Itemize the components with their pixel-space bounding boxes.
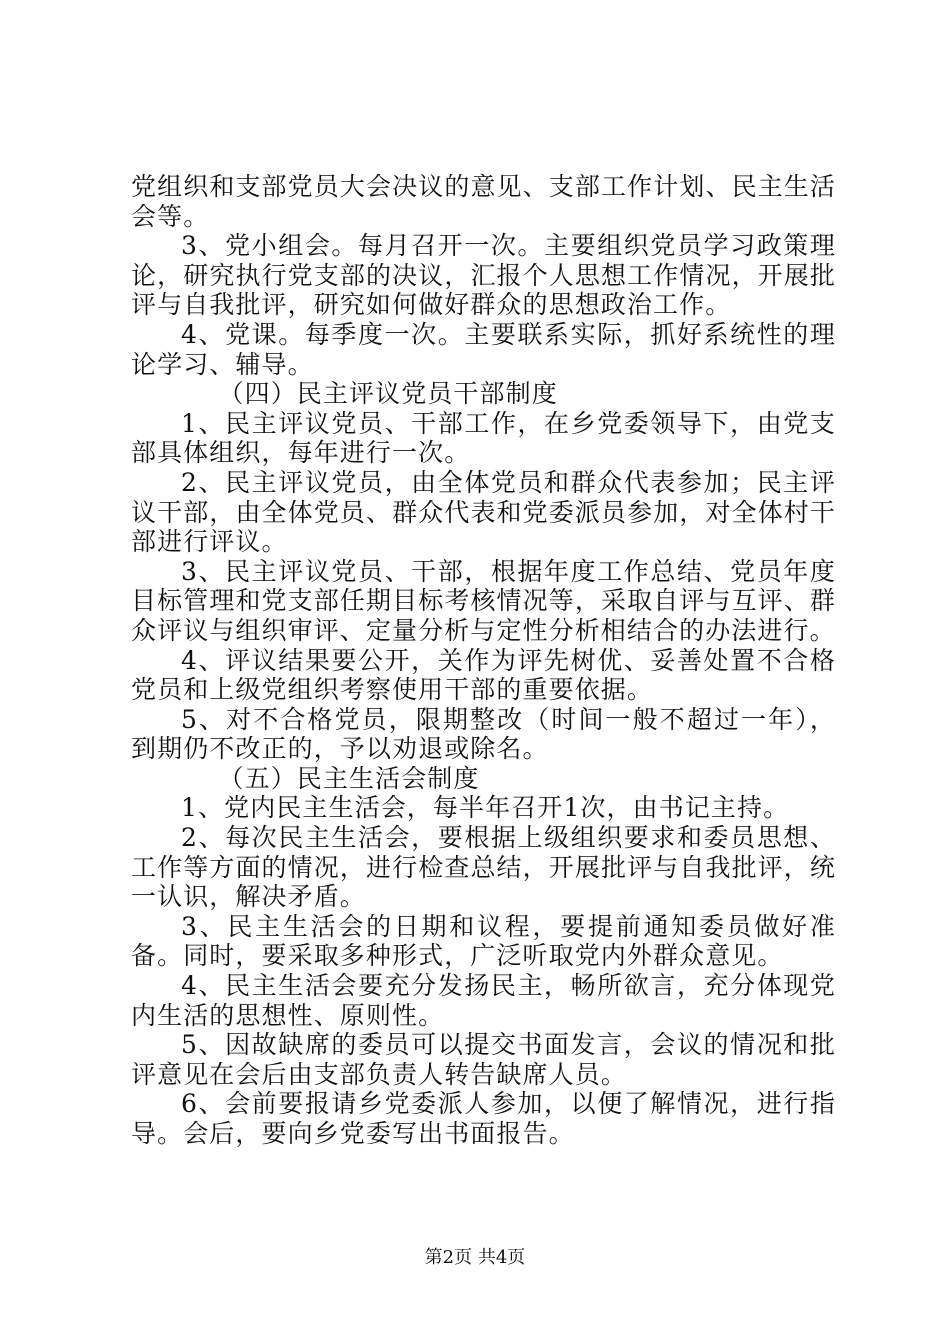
section-heading-democratic-evaluation: （四）民主评议党员干部制度	[218, 379, 558, 409]
paragraph-evaluation-4: 4、评议结果要公开，关作为评先树优、妥善处置不合格党员和上级党组织考察使用干部的重要依据。	[131, 645, 836, 705]
page-number-footer: 第2页 共4页	[424, 1247, 526, 1268]
paragraph-life-meeting-1: 1、党内民主生活会，每半年召开1次，由书记主持。	[181, 793, 790, 823]
paragraph-life-meeting-2: 2、每次民主生活会，要根据上级组织要求和委员思想、工作等方面的情况，进行检查总结，开展批评与自我批评，统一认识，解决矛盾。	[131, 823, 836, 912]
paragraph-evaluation-1: 1、民主评议党员、干部工作，在乡党委领导下，由党支部具体组织，每年进行一次。	[131, 408, 836, 468]
paragraph-party-group-meeting: 3、党小组会。每月召开一次。主要组织党员学习政策理论，研究执行党支部的决议，汇报个人思想工作情况，开展批评与自我批评，研究如何做好群众的思想政治工作。	[131, 231, 836, 320]
paragraph-continuation: 党组织和支部党员大会决议的意见、支部工作计划、民主生活会等。	[131, 172, 836, 231]
paragraph-life-meeting-3: 3、民主生活会的日期和议程，要提前通知委员做好准备。同时，要采取多种形式，广泛听取党内外群众意见。	[131, 911, 836, 971]
paragraph-evaluation-3: 3、民主评议党员、干部，根据年度工作总结、党员年度目标管理和党支部任期目标考核情况等，采取自评与互评、群众评议与组织审评、定量分析与定性分析相结合的办法进行。	[131, 556, 836, 645]
section-heading-democratic-life-meeting: （五）民主生活会制度	[218, 763, 480, 793]
paragraph-party-lecture: 4、党课。每季度一次。主要联系实际，抓好系统性的理论学习、辅导。	[131, 319, 836, 379]
paragraph-life-meeting-5: 5、因故缺席的委员可以提交书面发言，会议的情况和批评意见在会后由支部负责人转告缺席人员。	[131, 1030, 836, 1089]
paragraph-evaluation-5: 5、对不合格党员，限期整改（时间一般不超过一年），到期仍不改正的，予以劝退或除名。	[131, 704, 836, 764]
document-body	[131, 172, 836, 1149]
paragraph-life-meeting-6: 6、会前要报请乡党委派人参加，以便了解情况，进行指导。会后，要向乡党委写出书面报告。	[131, 1089, 836, 1148]
paragraph-evaluation-2: 2、民主评议党员，由全体党员和群众代表参加；民主评议干部，由全体党员、群众代表和党委派员参加，对全体村干部进行评议。	[131, 467, 836, 557]
paragraph-life-meeting-4: 4、民主生活会要充分发扬民主，畅所欲言，充分体现党内生活的思想性、原则性。	[131, 971, 836, 1030]
